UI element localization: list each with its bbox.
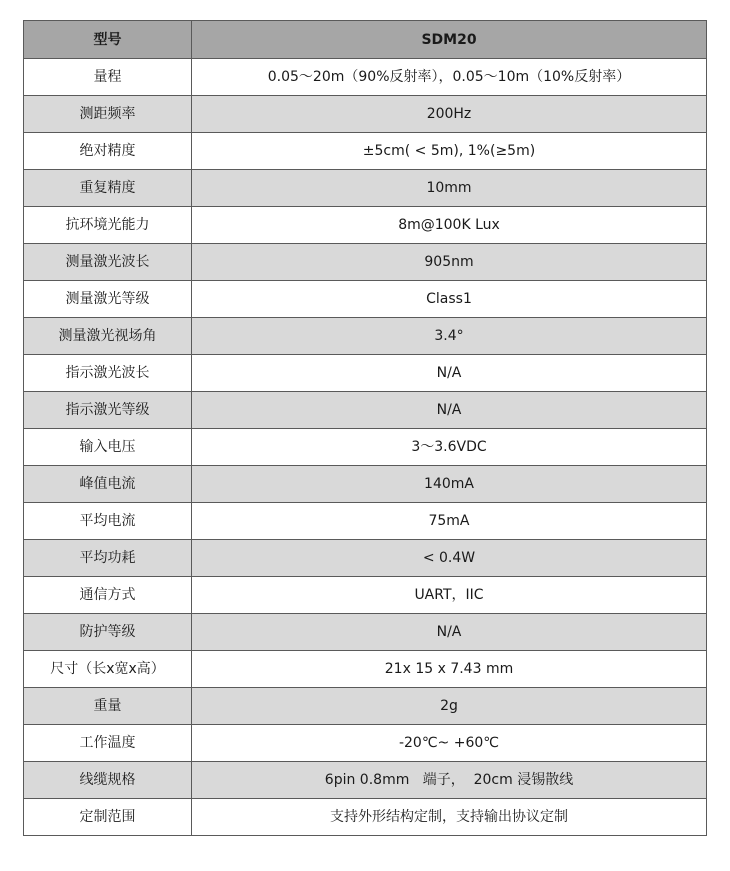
row-value: 200Hz <box>192 96 707 133</box>
row-value: 0.05～20m（90%反射率），0.05～10m（10%反射率） <box>192 59 707 96</box>
table-row <box>24 133 707 170</box>
row-value: UART，IIC <box>192 577 707 614</box>
row-label: 平均电流 <box>24 503 192 540</box>
row-value: 140mA <box>192 466 707 503</box>
row-label: 峰值电流 <box>24 466 192 503</box>
table-row <box>24 281 707 318</box>
row-value: 支持外形结构定制，支持输出协议定制 <box>192 799 707 836</box>
header-model-cell: SDM20 <box>192 21 707 59</box>
row-value: 75mA <box>192 503 707 540</box>
table-row <box>24 651 707 688</box>
table-row <box>24 355 707 392</box>
table-row <box>24 59 707 96</box>
row-label: 重复精度 <box>24 170 192 207</box>
row-label: 防护等级 <box>24 614 192 651</box>
row-label: 测量激光视场角 <box>24 318 192 355</box>
row-value: 3.4° <box>192 318 707 355</box>
row-label: 工作温度 <box>24 725 192 762</box>
table-row <box>24 244 707 281</box>
row-label: 指示激光波长 <box>24 355 192 392</box>
row-value: < 0.4W <box>192 540 707 577</box>
row-value: ±5cm( < 5m), 1%(≥5m) <box>192 133 707 170</box>
table-row <box>24 762 707 799</box>
row-value: 21x 15 x 7.43 mm <box>192 651 707 688</box>
header-label-cell: 型号 <box>24 21 192 59</box>
row-label: 绝对精度 <box>24 133 192 170</box>
table-header-row <box>24 21 707 59</box>
table-row <box>24 170 707 207</box>
table-row <box>24 540 707 577</box>
row-value: 6pin 0.8mm 端子， 20cm 浸锡散线 <box>192 762 707 799</box>
table-row <box>24 688 707 725</box>
row-label: 平均功耗 <box>24 540 192 577</box>
row-label: 线缆规格 <box>24 762 192 799</box>
table-row <box>24 725 707 762</box>
row-label: 抗环境光能力 <box>24 207 192 244</box>
row-label: 量程 <box>24 59 192 96</box>
row-label: 定制范围 <box>24 799 192 836</box>
row-value: -20℃~ +60℃ <box>192 725 707 762</box>
table-row <box>24 614 707 651</box>
row-value: N/A <box>192 614 707 651</box>
table-row <box>24 429 707 466</box>
row-label: 通信方式 <box>24 577 192 614</box>
row-value: 10mm <box>192 170 707 207</box>
table-row <box>24 207 707 244</box>
table-row <box>24 392 707 429</box>
table-row <box>24 503 707 540</box>
table-row <box>24 96 707 133</box>
row-label: 重量 <box>24 688 192 725</box>
row-value: Class1 <box>192 281 707 318</box>
row-value: N/A <box>192 392 707 429</box>
row-label: 测距频率 <box>24 96 192 133</box>
table-row <box>24 799 707 836</box>
row-label: 测量激光等级 <box>24 281 192 318</box>
table-row <box>24 577 707 614</box>
row-value: 2g <box>192 688 707 725</box>
table-row <box>24 466 707 503</box>
row-value: 8m@100K Lux <box>192 207 707 244</box>
row-value: 3～3.6VDC <box>192 429 707 466</box>
row-label: 尺寸（长x宽x高） <box>24 651 192 688</box>
row-label: 指示激光等级 <box>24 392 192 429</box>
row-value: N/A <box>192 355 707 392</box>
table-row <box>24 318 707 355</box>
row-value: 905nm <box>192 244 707 281</box>
spec-table <box>23 20 707 836</box>
row-label: 测量激光波长 <box>24 244 192 281</box>
row-label: 输入电压 <box>24 429 192 466</box>
